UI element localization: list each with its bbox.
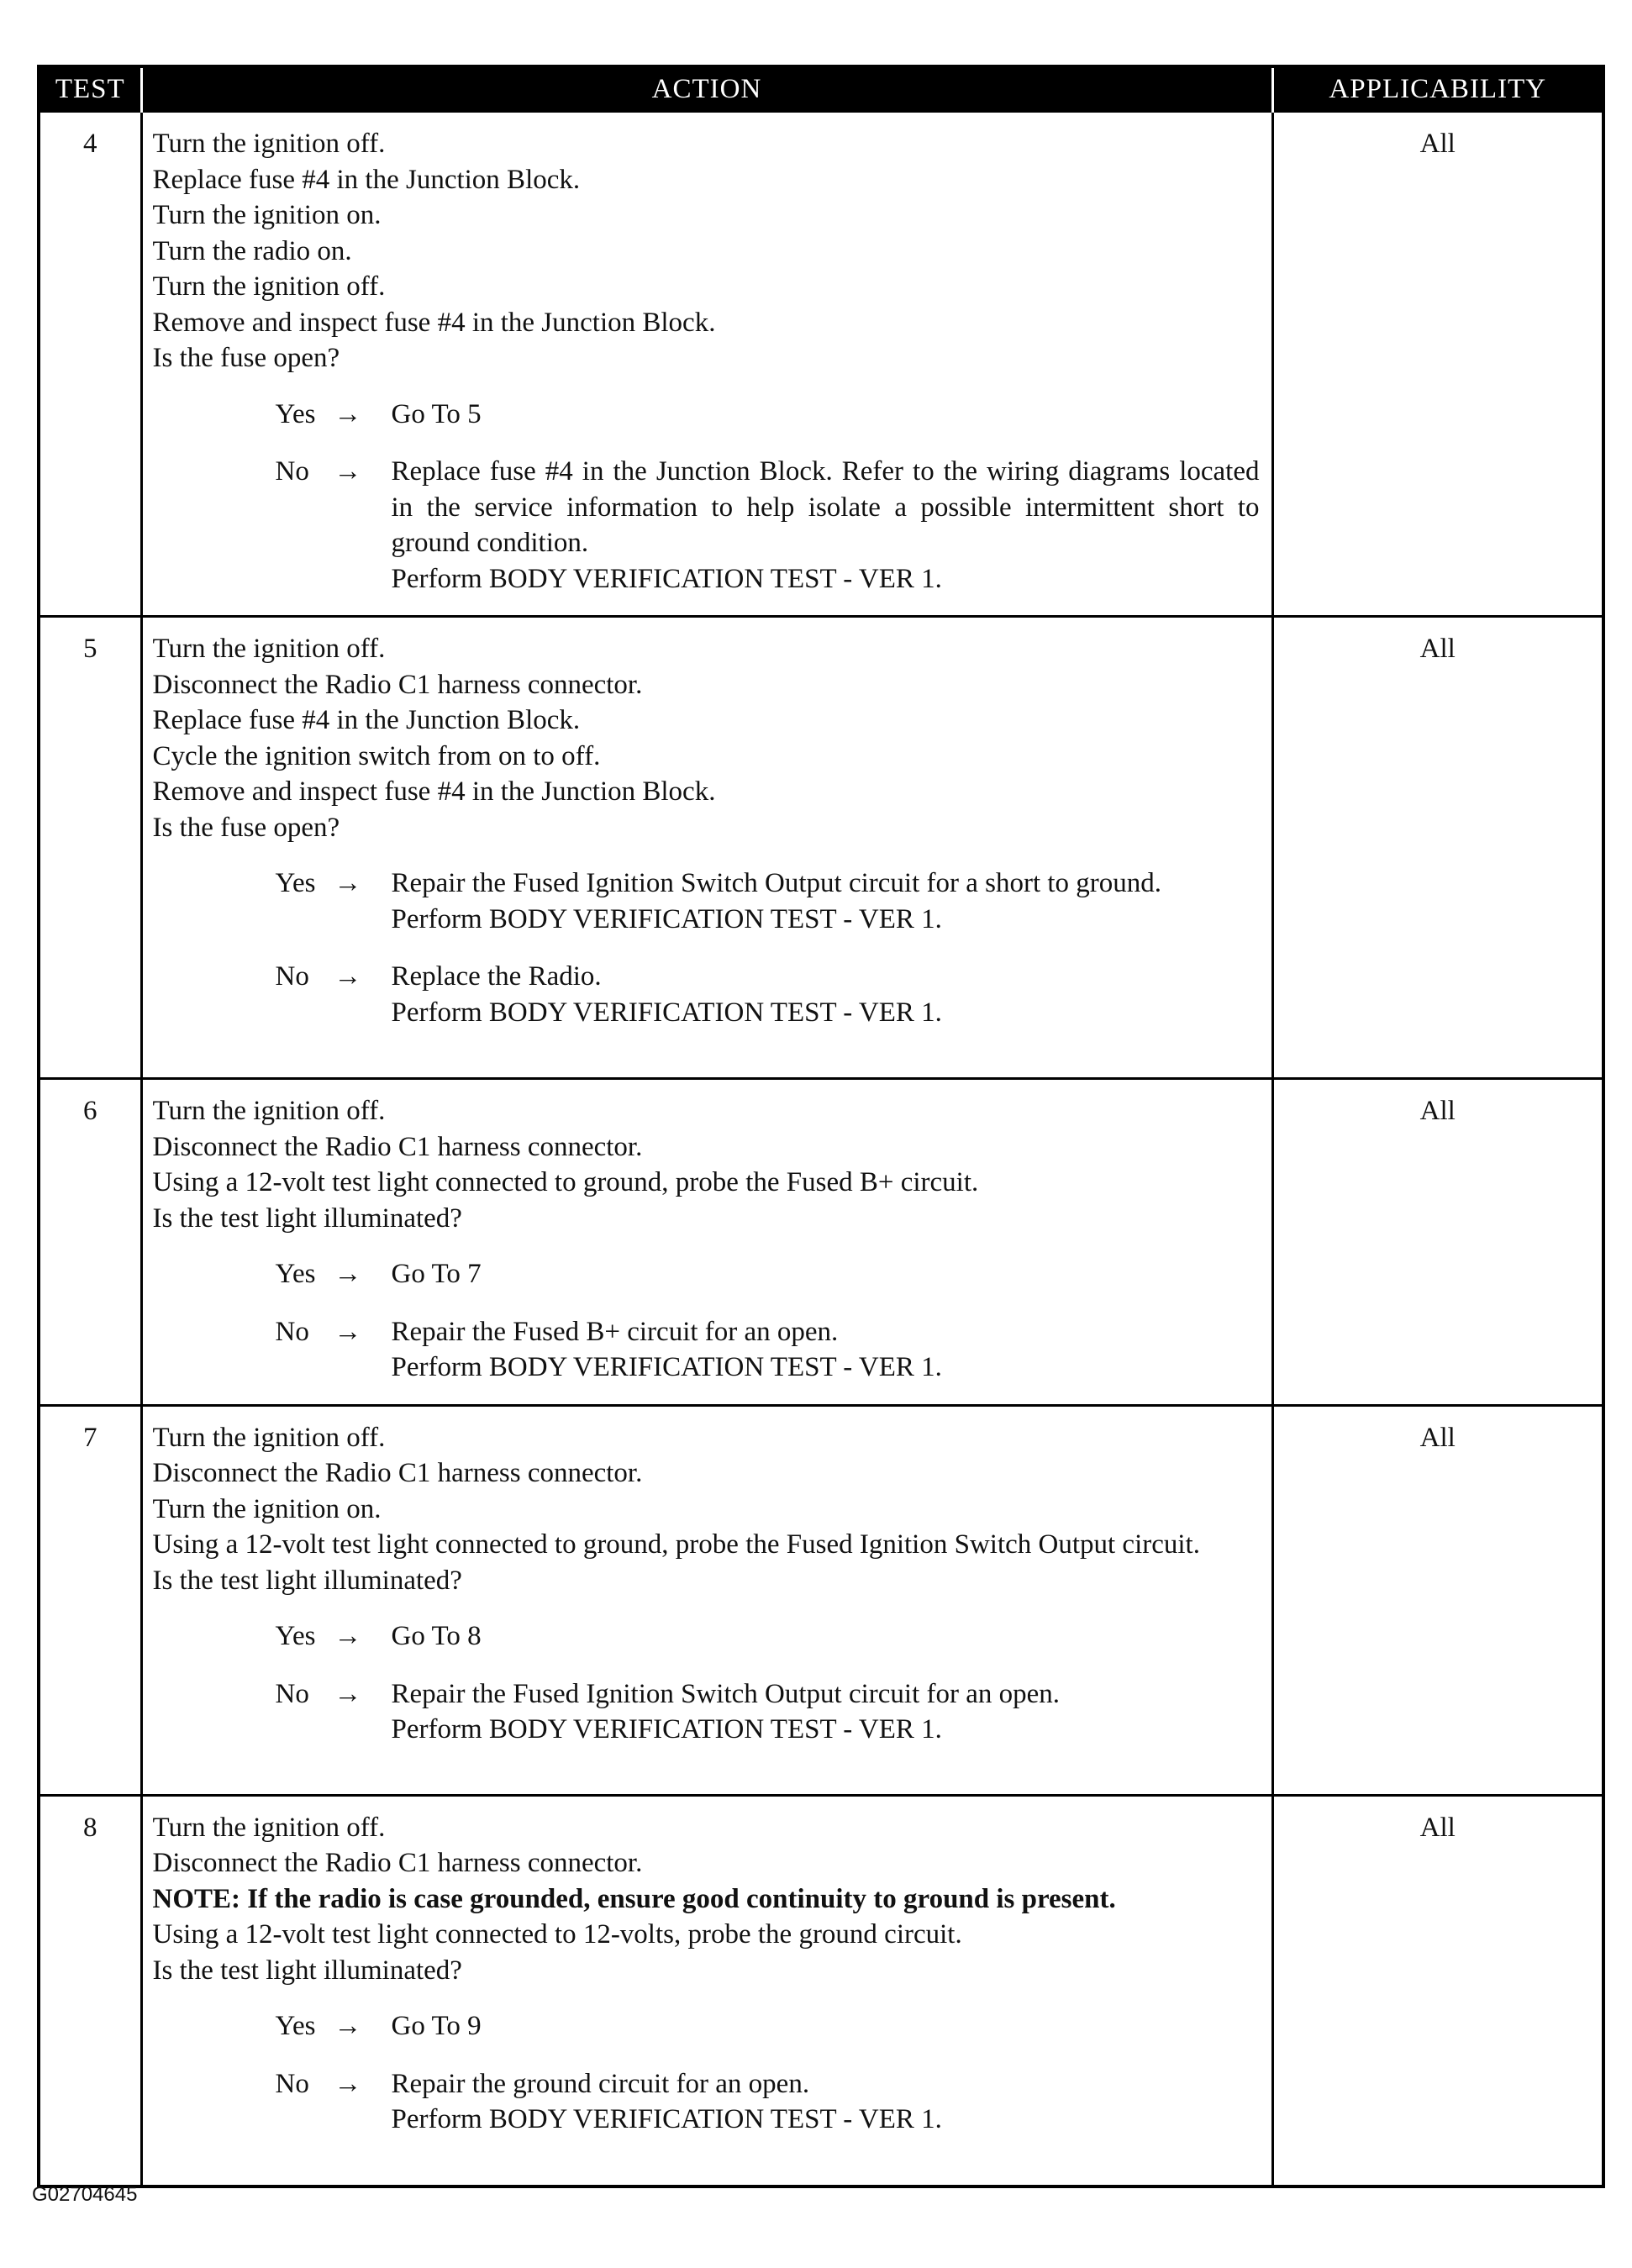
result-label: Yes	[275, 2011, 316, 2041]
result-yes	[153, 1256, 1260, 1292]
result-no	[153, 454, 1260, 597]
figure-code: G02704645	[32, 2183, 138, 2206]
arrow-right-icon: →	[334, 1259, 362, 1289]
result-instruction-line: Replace fuse #4 in the Junction Block. Refer to the wiring diagrams located in the service information to help isolate a possible intermittent short to ground condition.	[391, 456, 1260, 558]
result-instruction	[392, 1618, 1260, 1655]
action-step: Is the test light illuminated?	[152, 1955, 462, 1986]
result-label: Yes	[275, 398, 316, 429]
result-instruction	[392, 1314, 1260, 1386]
result-instruction-line: Repair the ground circuit for an open.	[391, 2068, 810, 2099]
result-instruction	[392, 2008, 1260, 2044]
action-step: Remove and inspect fuse #4 in the Junction Block.	[152, 307, 716, 338]
table-row	[39, 112, 1603, 617]
result-label: No	[275, 2068, 309, 2099]
result-instruction-line: Repair the Fused B+ circuit for an open.	[391, 1316, 839, 1347]
result-instruction	[392, 1256, 1260, 1292]
result-instruction	[392, 397, 1260, 433]
action-cell	[141, 112, 1272, 617]
applicability: All	[1272, 1405, 1603, 1795]
result-options	[153, 1618, 1260, 1748]
arrow-right-icon: →	[334, 868, 362, 898]
action-step: Cycle the ignition switch from on to off.	[152, 740, 601, 771]
action-step: Turn the ignition off.	[152, 1096, 386, 1126]
result-label: No	[275, 456, 309, 487]
arrow-right-icon: →	[334, 398, 362, 429]
action-step: Is the test light illuminated?	[152, 1565, 462, 1596]
result-instruction-line: Perform BODY VERIFICATION TEST - VER 1.	[391, 2104, 942, 2134]
action-step: Turn the ignition off.	[152, 634, 386, 664]
result-no	[153, 2066, 1260, 2138]
test-number: 4	[39, 112, 141, 617]
result-instruction-line: Go To 5	[391, 398, 482, 429]
test-number: 8	[39, 1795, 141, 2186]
arrow-right-icon: →	[334, 1316, 362, 1347]
action-step: Disconnect the Radio C1 harness connector.	[152, 1848, 643, 1878]
result-yes	[153, 397, 1260, 433]
result-instruction-line: Repair the Fused Ignition Switch Output circuit for a short to ground.	[391, 868, 1162, 898]
arrow-right-icon: →	[334, 456, 362, 487]
result-instruction	[392, 2066, 1260, 2138]
result-yes	[153, 1618, 1260, 1655]
arrow-right-icon: →	[334, 2068, 362, 2099]
table-row	[39, 1405, 1603, 1795]
test-number: 5	[39, 617, 141, 1079]
result-instruction-line: Perform BODY VERIFICATION TEST - VER 1.	[391, 1714, 942, 1744]
table-row	[39, 1079, 1603, 1406]
action-step: Turn the radio on.	[152, 235, 352, 266]
diagnostic-test-table	[37, 65, 1605, 2188]
result-instruction-line: Perform BODY VERIFICATION TEST - VER 1.	[391, 997, 942, 1028]
arrow-right-icon: →	[334, 961, 362, 992]
action-step: Disconnect the Radio C1 harness connector.	[152, 669, 643, 700]
result-no	[153, 959, 1260, 1030]
arrow-right-icon: →	[334, 2011, 362, 2041]
table-header-row	[39, 66, 1603, 112]
result-yes	[153, 2008, 1260, 2044]
result-instruction-line: Replace the Radio.	[391, 961, 602, 992]
action-step: Turn the ignition on.	[152, 200, 382, 230]
result-no	[153, 1676, 1260, 1748]
result-label: Yes	[275, 868, 316, 898]
action-step: Is the fuse open?	[152, 343, 340, 373]
result-instruction-line: Go To 7	[391, 1259, 482, 1289]
applicability: All	[1272, 1079, 1603, 1406]
action-step: Replace fuse #4 in the Junction Block.	[152, 705, 581, 735]
diagnostic-page	[37, 65, 1602, 2188]
action-step: Disconnect the Radio C1 harness connector.	[152, 1131, 643, 1162]
action-step: Turn the ignition off.	[152, 1812, 386, 1843]
result-instruction	[392, 1676, 1260, 1748]
action-cell	[141, 1795, 1272, 2186]
result-options	[153, 866, 1260, 1030]
action-step: Disconnect the Radio C1 harness connector.	[152, 1458, 643, 1488]
result-instruction	[392, 866, 1260, 937]
result-options	[153, 397, 1260, 597]
header-action: ACTION	[141, 66, 1272, 112]
test-number: 7	[39, 1405, 141, 1795]
action-step: Using a 12-volt test light connected to ground, probe the Fused B+ circuit.	[152, 1167, 979, 1197]
test-number: 6	[39, 1079, 141, 1406]
applicability: All	[1272, 1795, 1603, 2186]
result-label: Yes	[275, 1621, 316, 1651]
action-note: NOTE: If the radio is case grounded, ensure good continuity to ground is present.	[152, 1883, 1116, 1914]
action-step: Turn the ignition off.	[152, 1422, 386, 1453]
result-instruction-line: Go To 8	[391, 1621, 482, 1651]
result-instruction-line: Perform BODY VERIFICATION TEST - VER 1.	[391, 563, 942, 594]
action-step: Turn the ignition on.	[152, 1493, 382, 1524]
result-instruction-line: Perform BODY VERIFICATION TEST - VER 1.	[391, 1352, 942, 1382]
table-row	[39, 617, 1603, 1079]
applicability: All	[1272, 112, 1603, 617]
result-options	[153, 1256, 1260, 1386]
result-no	[153, 1314, 1260, 1386]
action-step: Is the test light illuminated?	[152, 1202, 462, 1234]
action-step: Using a 12-volt test light connected to ground, probe the Fused Ignition Switch Output circuit.	[152, 1529, 1200, 1560]
action-cell	[141, 617, 1272, 1079]
result-yes	[153, 866, 1260, 937]
result-instruction-line: Perform BODY VERIFICATION TEST - VER 1.	[391, 903, 942, 934]
action-cell	[141, 1079, 1272, 1406]
table-row	[39, 1795, 1603, 2186]
header-applicability: APPLICABILITY	[1272, 66, 1603, 112]
result-label: Yes	[275, 1259, 316, 1289]
result-label: No	[275, 961, 309, 992]
result-instruction-line: Go To 9	[391, 2011, 482, 2041]
result-options	[153, 2008, 1260, 2138]
result-label: No	[275, 1678, 309, 1709]
result-instruction	[392, 454, 1260, 597]
result-instruction	[392, 959, 1260, 1030]
action-cell	[141, 1405, 1272, 1795]
action-step: Using a 12-volt test light connected to 12-volts, probe the ground circuit.	[152, 1919, 962, 1950]
arrow-right-icon: →	[334, 1678, 362, 1709]
action-step: Is the fuse open?	[152, 812, 340, 843]
action-step: Turn the ignition off.	[152, 271, 386, 302]
action-step: Replace fuse #4 in the Junction Block.	[152, 164, 581, 195]
result-label: No	[275, 1316, 309, 1347]
arrow-right-icon: →	[334, 1621, 362, 1651]
action-step: Remove and inspect fuse #4 in the Junction Block.	[152, 776, 716, 807]
action-step: Turn the ignition off.	[152, 129, 386, 159]
result-instruction-line: Repair the Fused Ignition Switch Output circuit for an open.	[391, 1678, 1061, 1709]
applicability: All	[1272, 617, 1603, 1079]
header-test: TEST	[39, 66, 141, 112]
